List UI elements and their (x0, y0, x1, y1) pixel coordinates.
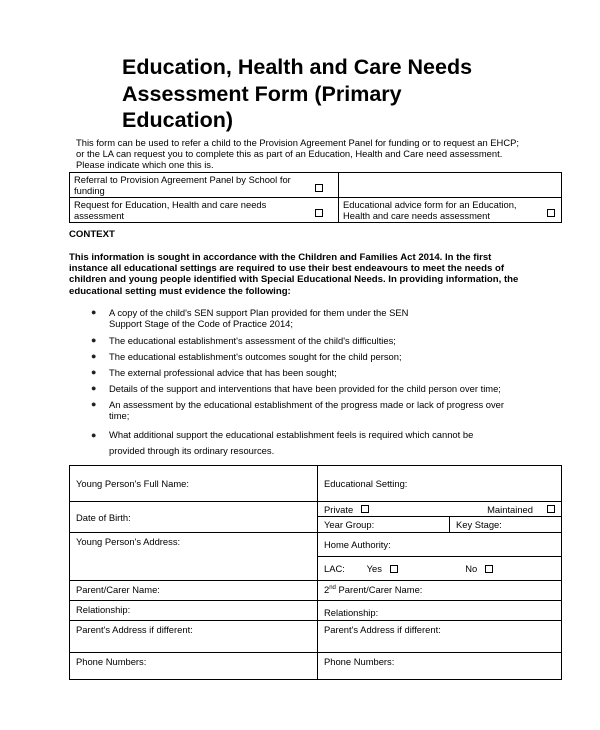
list-item: ● An assessment by the educational establishment of the progress made or lack of progress over time; (91, 399, 504, 421)
context-line: children and young people identified with Special Educational Needs. In providing information, the (69, 274, 519, 286)
advice-form-cell (339, 198, 562, 223)
relationship-field-left[interactable] (70, 601, 318, 621)
setting-type-row (318, 502, 562, 517)
second-parent-name-label: 2nd Parent/Carer Name: (324, 584, 423, 595)
parent-address-field-left[interactable] (70, 621, 318, 653)
second-parent-name-field[interactable] (318, 581, 562, 601)
full-name-field[interactable] (70, 466, 318, 502)
year-group-field[interactable] (318, 517, 450, 532)
relationship-label: Relationship: (324, 607, 379, 618)
referral-panel-label: Referral to Provision Agreement Panel by School for (74, 174, 291, 185)
ehc-request-label: Request for Education, Health and care needs (74, 199, 267, 210)
context-heading: CONTEXT (69, 229, 115, 240)
lac-no-label: No (465, 563, 478, 574)
educational-setting-field[interactable] (318, 466, 562, 502)
bullet-icon: ● (91, 367, 97, 377)
bullet-icon: ● (91, 430, 97, 440)
context-body (69, 252, 559, 297)
intro-line: This form can be used to refer a child to the Provision Agreement Panel for funding or to request an EHCP; (76, 137, 519, 148)
title-line: Assessment Form (Primary (122, 81, 402, 106)
lac-yes-checkbox[interactable] (390, 565, 398, 573)
dob-label: Date of Birth: (76, 511, 131, 523)
list-item: ● The educational establishment's outcomes sought for the child person; (91, 351, 402, 362)
title-line: Education) (122, 108, 234, 132)
intro-line: or the LA can request you to complete this as part of an Education, Health and Care need assessment. (76, 148, 503, 159)
ehc-request-cell (70, 198, 339, 223)
list-item: ● A copy of the child's SEN support Plan provided for them under the SEN Support Stage of the Code of Practice 2014; (91, 307, 409, 329)
list-item: ● The external professional advice that has been sought; (91, 367, 337, 378)
lac-no-checkbox[interactable] (485, 565, 493, 573)
parent-address-field-right[interactable] (318, 621, 562, 653)
relationship-label: Relationship: (76, 604, 131, 615)
lac-row (318, 557, 562, 581)
key-stage-field[interactable] (450, 517, 508, 532)
context-line: This information is sought in accordance with the Children and Families Act 2014. In the first (69, 252, 492, 263)
list-item: ● Details of the support and interventions that have been provided for the child person over time; (91, 383, 501, 394)
maintained-label: Maintained (487, 503, 533, 515)
advice-form-label: Educational advice form for an Education, (343, 199, 517, 210)
parent-name-label: Parent/Carer Name: (76, 584, 160, 595)
lac-label: LAC: (324, 563, 345, 574)
phone-field-right[interactable] (318, 653, 562, 680)
address-label: Young Person's Address: (76, 536, 181, 547)
referral-panel-label: funding (74, 185, 105, 196)
bullet-icon: ● (91, 307, 97, 317)
private-checkbox[interactable] (361, 505, 369, 513)
list-item: ● What additional support the educational establishment feels is required which cannot be provided through its ordinary resources. (91, 429, 474, 456)
bullet-icon: ● (91, 351, 97, 361)
dob-field[interactable] (70, 502, 318, 533)
relationship-field-right[interactable] (318, 601, 562, 621)
referral-panel-checkbox[interactable] (315, 184, 323, 192)
private-label: Private (324, 503, 354, 515)
phone-label: Phone Numbers: (324, 656, 395, 667)
ehc-request-label: assessment (74, 210, 125, 221)
empty-cell (339, 173, 562, 198)
phone-label: Phone Numbers: (76, 656, 147, 667)
page-title (122, 54, 562, 134)
phone-field-left[interactable] (70, 653, 318, 680)
evidence-list (91, 307, 551, 459)
bullet-icon: ● (91, 335, 97, 345)
home-authority-label: Home Authority: (324, 539, 391, 550)
context-line: educational setting must evidence the following: (69, 285, 291, 297)
parent-name-field[interactable] (70, 581, 318, 601)
maintained-checkbox[interactable] (547, 505, 555, 513)
year-keystage-row (318, 517, 562, 533)
bullet-icon: ● (91, 383, 97, 393)
intro-line: Please indicate which one this is. (76, 159, 214, 170)
ehc-request-checkbox[interactable] (315, 209, 323, 217)
key-stage-label: Key Stage: (456, 519, 502, 530)
year-group-label: Year Group: (324, 519, 375, 530)
list-item: ● The educational establishment's assessment of the child's difficulties; (91, 335, 396, 346)
address-field[interactable] (70, 533, 318, 581)
advice-form-checkbox[interactable] (547, 209, 555, 217)
full-name-label: Young Person's Full Name: (76, 478, 189, 489)
educational-setting-label: Educational Setting: (324, 478, 408, 489)
parent-address-label: Parent's Address if different: (76, 624, 193, 635)
lac-yes-label: Yes (366, 563, 382, 574)
referral-type-table (69, 172, 562, 223)
home-authority-field[interactable] (318, 533, 562, 557)
parent-address-label: Parent's Address if different: (324, 624, 441, 635)
title-line: Education, Health and Care Needs (122, 55, 473, 79)
intro-paragraph (76, 137, 576, 170)
context-line: instance all educational settings are required to use their best endeavours to meet the needs of (69, 263, 505, 275)
young-person-details-table (69, 465, 562, 680)
advice-form-label: Health and care needs assessment (343, 210, 490, 221)
bullet-icon: ● (91, 399, 97, 409)
referral-panel-cell (70, 173, 339, 198)
